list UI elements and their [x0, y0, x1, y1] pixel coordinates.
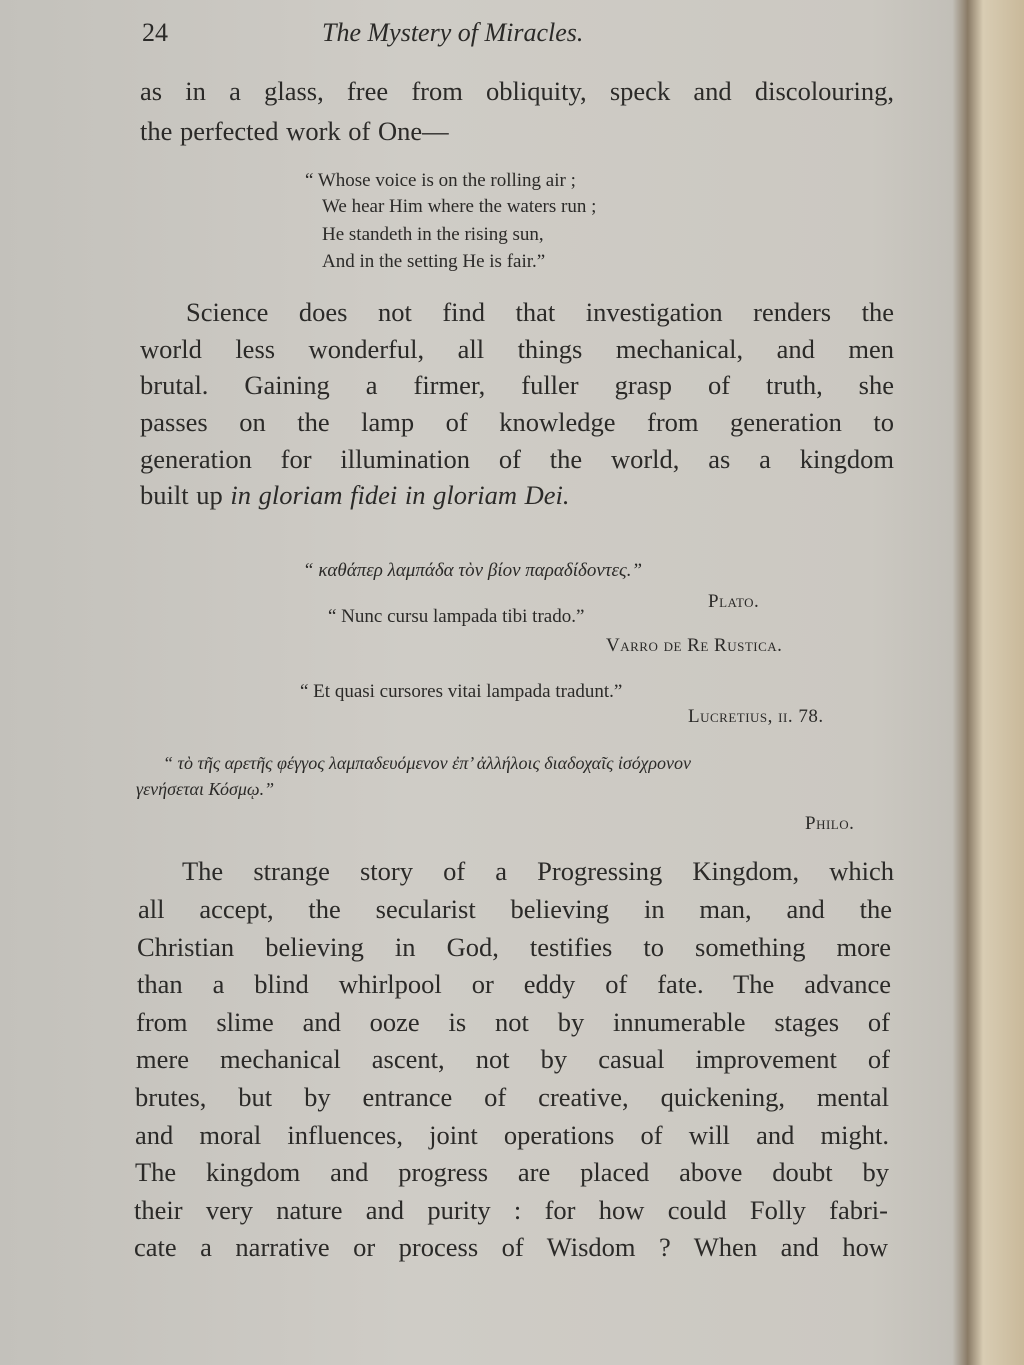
body-line: as in a glass, free from obliquity, speck and discolouring,: [140, 76, 894, 106]
body-line: mere mechanical ascent, not by casual improvement of: [136, 1044, 890, 1074]
quote-philo-cont: γενήσεται Κόσμῳ.”: [136, 779, 275, 799]
body-line: Science does not find that investigation renders the: [186, 297, 894, 327]
poem-line: “ Whose voice is on the rolling air ;: [305, 170, 576, 191]
body-line: and moral influences, joint operations of will and might.: [135, 1120, 889, 1150]
quote-source: Philo.: [805, 813, 855, 834]
poem-line: We hear Him where the waters run ;: [322, 196, 597, 217]
body-line: Christian believing in God, testifies to something more: [137, 932, 891, 962]
body-line: world less wonderful, all things mechanical, and men: [140, 334, 894, 364]
quote-plato: “ καθάπερ λαμπάδα τὸν βίον παραδίδοντες.”: [303, 560, 643, 581]
quote-source: Lucretius, ii. 78.: [688, 706, 824, 727]
quote-lucretius: “ Et quasi cursores vitai lampada tradunt.”: [300, 681, 623, 702]
body-line: The kingdom and progress are placed above doubt by: [135, 1157, 889, 1187]
body-line: than a blind whirlpool or eddy of fate. The advance: [137, 969, 891, 999]
body-line: the perfected work of One—: [140, 116, 449, 146]
body-text: built up: [140, 480, 231, 510]
quote-philo: “ τὸ τῆς αρετῆς φέγγος λαμπαδευόμενον ἐπ’ ἀλλήλοις διαδοχαῖς ἰσόχρονον: [163, 753, 691, 773]
quote-varro: “ Nunc cursu lampada tibi trado.”: [328, 606, 585, 627]
body-line: brutal. Gaining a firmer, fuller grasp of truth, she: [140, 370, 894, 400]
body-line: all accept, the secularist believing in man, and the: [138, 894, 892, 924]
latin-phrase: in gloriam fidei in gloriam Dei.: [230, 480, 570, 510]
body-line: passes on the lamp of knowledge from generation to: [140, 407, 894, 437]
poem-line: He standeth in the rising sun,: [322, 224, 544, 245]
body-line: brutes, but by entrance of creative, quickening, mental: [135, 1082, 889, 1112]
quote-source: Plato.: [708, 591, 760, 612]
quote-source: Varro de Re Rustica.: [606, 635, 783, 656]
running-title: The Mystery of Miracles.: [322, 18, 584, 47]
body-line: generation for illumination of the world, as a kingdom: [140, 444, 894, 474]
body-line: The strange story of a Progressing Kingdom, which: [182, 856, 894, 886]
body-line: their very nature and purity : for how could Folly fabri-: [134, 1195, 888, 1225]
page-number: 24: [142, 18, 168, 47]
body-line: [140, 480, 894, 511]
body-line: cate a narrative or process of Wisdom ? When and how: [134, 1232, 888, 1262]
poem-line: And in the setting He is fair.”: [322, 251, 546, 272]
body-line: from slime and ooze is not by innumerable stages of: [136, 1007, 890, 1037]
